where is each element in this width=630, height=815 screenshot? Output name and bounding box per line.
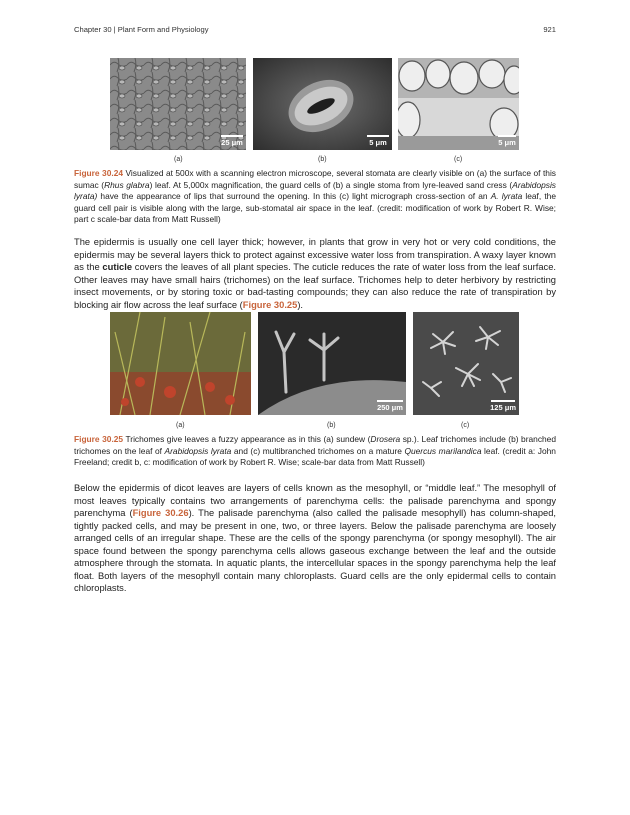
figure-label: Figure 30.25 bbox=[74, 434, 124, 444]
figure-30-24-b-image bbox=[253, 58, 392, 150]
chapter-title: Chapter 30 | Plant Form and Physiology bbox=[74, 25, 209, 34]
figure-30-26-link[interactable]: Figure 30.26 bbox=[132, 508, 189, 518]
figure-30-24-a-image bbox=[110, 58, 246, 150]
page-number: 921 bbox=[543, 25, 556, 34]
figure-30-25-link[interactable]: Figure 30.25 bbox=[242, 299, 298, 310]
term-cuticle: cuticle bbox=[102, 262, 133, 272]
subfigure-label-c: (c) bbox=[454, 156, 463, 163]
scale-bar: 5 μm bbox=[367, 135, 389, 147]
subfigure-label-a: (a) bbox=[176, 422, 185, 429]
scale-bar: 250 μm bbox=[377, 400, 403, 412]
subfigure-label-a: (a) bbox=[174, 156, 183, 163]
figure-30-25-a-image bbox=[110, 312, 251, 415]
sundew-photo bbox=[110, 312, 251, 415]
subfigure-label-c: (c) bbox=[461, 422, 470, 429]
paragraph-epidermis: The epidermis is usually one cell layer thick; however, in plants that grow in very hot or very cold conditions, the epidermis may be several layers thick to protect against excessive water loss from transpiration. A waxy layer known as the cuticle covers the leaves of all plant species. The cuticle reduces the rate of water loss from the leaf surface. Other leaves may have small hairs (trichomes) on the leaf surface. Trichomes help to deter herbivory by restricting insect movements, or by storing toxic or bad-tasting compounds; they can also reduce the rate of transpiration by blocking air flow across the leaf surface (Figure 30.25). bbox=[74, 237, 556, 310]
figure-label: Figure 30.24 bbox=[74, 168, 124, 178]
figure-30-24-c-image bbox=[398, 58, 519, 150]
scale-bar: 5 μm bbox=[498, 135, 516, 147]
subfigure-label-b: (b) bbox=[318, 156, 327, 163]
scale-bar: 125 μm bbox=[490, 400, 516, 412]
figure-30-25-c-image bbox=[413, 312, 519, 415]
figure-30-25-b-image bbox=[258, 312, 406, 415]
figure-30-25-caption: Figure 30.25 Trichomes give leaves a fuzzy appearance as in this (a) sundew (Drosera sp.). Leaf trichomes include (b) branched trichomes on the leaf of Arabidopsis lyrata and (c) multibranched trichomes on a mature Quercus marilandica leaf. (credit a: John Freeland; credit b, c: modification of work by Robert R. Wise; scale-bar data from Matt Russell) bbox=[74, 434, 556, 468]
page-header bbox=[74, 25, 556, 34]
scale-bar: 25 μm bbox=[221, 135, 243, 147]
subfigure-label-b: (b) bbox=[327, 422, 336, 429]
figure-30-24-caption: Figure 30.24 Visualized at 500x with a scanning electron microscope, several stomata are clearly visible on (a) the surface of this sumac (Rhus glabra) leaf. At 5,000x magnification, the guard cells of (b) a single stoma from lyre-leaved sand cress (Arabidopsis lyrata) have the appearance of lips that surround the opening. In this (c) light micrograph cross-section of an A. lyrata leaf, the guard cell pair is visible along with the large, sub-stomatal air space in the leaf. (credit: modification of work by Robert R. Wise; part c scale-bar data from Matt Russell) bbox=[74, 168, 556, 225]
paragraph-mesophyll: Below the epidermis of dicot leaves are layers of cells known as the mesophyll, or “middle leaf.” The mesophyll of most leaves typically contains two arrangements of parenchyma cells: the palisade parenchyma and spongy parenchyma (Figure 30.26). The palisade parenchyma (also called the palisade mesophyll) has column-shaped, tightly packed cells, and may be present in one, two, or three layers. Below the palisade parenchyma are loosely arranged cells of an irregular shape. These are the cells of the spongy parenchyma (or spongy mesophyll). The air space found between the spongy parenchyma cells allows gaseous exchange between the leaf and the outside atmosphere through the stomata. In aquatic plants, the intercellular spaces in the spongy parenchyma help the leaf float. Both layers of the mesophyll contain many chloroplasts. Guard cells are the only epidermal cells to contain chloroplasts. bbox=[74, 483, 556, 593]
